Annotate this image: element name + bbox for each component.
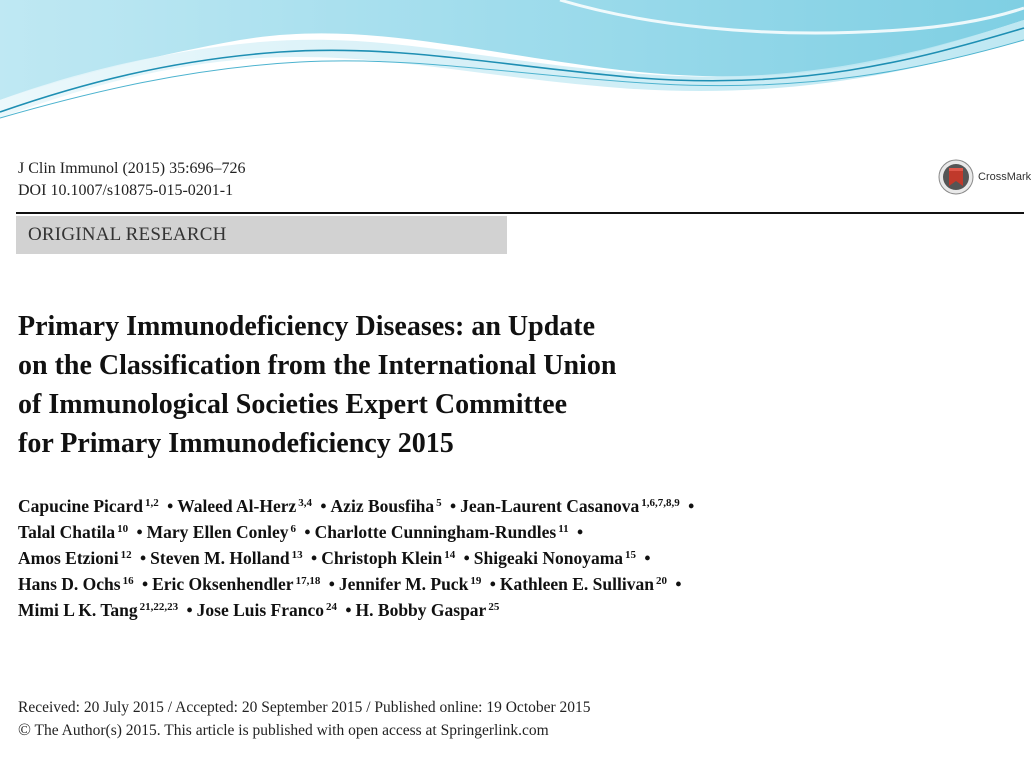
author-separator: •: [167, 496, 174, 516]
author-separator: •: [328, 574, 335, 594]
author-affiliation: 14: [444, 549, 456, 561]
journal-citation: J Clin Immunol (2015) 35:696–726: [18, 160, 246, 177]
author-entry[interactable]: [177, 496, 312, 516]
author-affiliation: 3,4: [298, 497, 313, 509]
journal-header: [18, 158, 246, 202]
author-name: Capucine Picard: [18, 496, 143, 516]
author-line: [18, 571, 808, 597]
author-affiliation: 5: [436, 497, 442, 509]
author-affiliation: 13: [291, 549, 303, 561]
author-name: Shigeaki Nonoyama: [473, 548, 624, 568]
author-entry[interactable]: [315, 522, 569, 542]
crossmark-icon: [938, 159, 974, 195]
author-entry[interactable]: [460, 496, 680, 516]
author-line: [18, 545, 808, 571]
author-entry[interactable]: [18, 574, 134, 594]
author-list: [18, 493, 808, 623]
author-line: [18, 493, 808, 519]
author-affiliation: 6: [290, 523, 297, 535]
doi[interactable]: DOI 10.1007/s10875-015-0201-1: [18, 182, 234, 199]
author-name: Kathleen E. Sullivan: [499, 574, 654, 594]
author-affiliation: 10: [117, 523, 129, 535]
author-separator: •: [320, 496, 327, 516]
author-affiliation: 20: [655, 575, 667, 587]
author-entry[interactable]: [500, 574, 667, 594]
author-separator: •: [136, 522, 143, 542]
title-line: Primary Immunodeficiency Diseases: an Update: [18, 311, 596, 342]
crossmark-label: CrossMark: [978, 171, 1031, 183]
crossmark-badge[interactable]: [938, 159, 1031, 195]
author-separator: •: [577, 522, 584, 542]
author-name: Eric Oksenhendler: [152, 574, 294, 594]
author-name: Mary Ellen Conley: [146, 522, 289, 542]
author-line: [18, 597, 808, 623]
author-entry[interactable]: [356, 600, 500, 620]
author-separator: •: [186, 600, 193, 620]
author-name: Jean-Laurent Casanova: [460, 496, 640, 516]
author-affiliation: 1,6,7,8,9: [641, 497, 680, 509]
author-name: Charlotte Cunningham-Rundles: [314, 522, 557, 542]
copyright-symbol: ©: [18, 720, 31, 739]
author-name: Steven M. Holland: [150, 548, 290, 568]
copyright-text: The Author(s) 2015. This article is published with open access at Springerlink.com: [34, 722, 549, 739]
author-entry[interactable]: [474, 548, 636, 568]
author-separator: •: [140, 548, 147, 568]
author-separator: •: [449, 496, 457, 516]
author-name: Hans D. Ochs: [18, 574, 121, 594]
author-name: Amos Etzioni: [18, 548, 119, 568]
author-entry[interactable]: [18, 600, 178, 620]
author-affiliation: 12: [120, 549, 132, 561]
publication-history: Received: 20 July 2015 / Accepted: 20 September 2015 / Published online: 19 October 2015: [18, 699, 591, 716]
author-affiliation: 19: [470, 575, 482, 587]
author-affiliation: 24: [326, 601, 338, 613]
paper-title: [18, 307, 808, 463]
copyright-line: [18, 719, 591, 742]
author-name: H. Bobby Gaspar: [355, 600, 487, 620]
title-line: for Primary Immunodeficiency 2015: [18, 428, 454, 459]
author-name: Jennifer M. Puck: [338, 574, 469, 594]
author-separator: •: [644, 548, 651, 568]
title-line: on the Classification from the International Union: [18, 350, 617, 381]
author-name: Waleed Al-Herz: [177, 496, 297, 516]
author-separator: •: [141, 574, 149, 594]
author-separator: •: [675, 574, 682, 594]
author-name: Christoph Klein: [321, 548, 443, 568]
author-affiliation: 17,18: [295, 575, 321, 587]
article-type-label: ORIGINAL RESEARCH: [28, 224, 227, 245]
author-separator: •: [304, 522, 311, 542]
author-entry[interactable]: [331, 496, 442, 516]
author-name: Talal Chatila: [18, 522, 116, 542]
author-entry[interactable]: [18, 548, 132, 568]
author-separator: •: [463, 548, 470, 568]
article-type-banner: [16, 216, 507, 254]
paper-page: [0, 135, 1031, 768]
author-affiliation: 25: [488, 601, 500, 613]
author-affiliation: 15: [625, 549, 637, 561]
author-separator: •: [688, 496, 695, 516]
author-entry[interactable]: [150, 548, 303, 568]
author-entry[interactable]: [339, 574, 481, 594]
author-name: Jose Luis Franco: [196, 600, 325, 620]
author-entry[interactable]: [197, 600, 337, 620]
author-separator: •: [489, 574, 496, 594]
author-name: Aziz Bousfiha: [330, 496, 435, 516]
author-entry[interactable]: [321, 548, 455, 568]
author-name: Mimi L K. Tang: [18, 600, 138, 620]
author-entry[interactable]: [18, 522, 128, 542]
author-entry[interactable]: [18, 496, 159, 516]
author-affiliation: 16: [122, 575, 134, 587]
author-entry[interactable]: [147, 522, 296, 542]
header-wave-decoration: [0, 0, 1024, 135]
header-rule: [16, 212, 1024, 214]
author-separator: •: [345, 600, 352, 620]
author-affiliation: 11: [558, 523, 569, 535]
author-line: [18, 519, 808, 545]
author-affiliation: 21,22,23: [139, 601, 179, 613]
title-line: of Immunological Societies Expert Committee: [18, 389, 567, 420]
author-separator: •: [311, 548, 318, 568]
author-entry[interactable]: [152, 574, 320, 594]
author-affiliation: 1,2: [144, 497, 159, 509]
publication-info: [18, 697, 591, 742]
